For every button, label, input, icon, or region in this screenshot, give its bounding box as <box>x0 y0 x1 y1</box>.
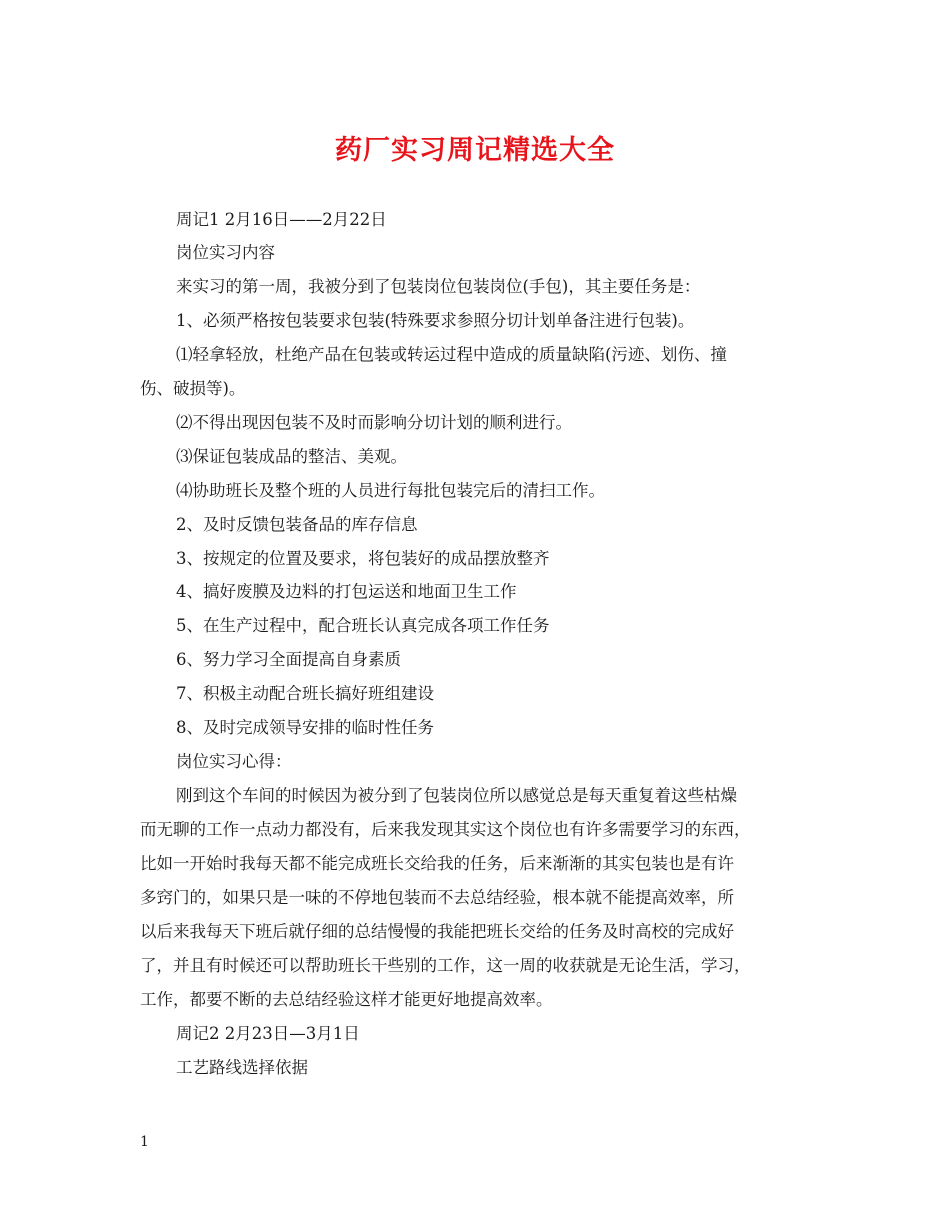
journal-heading-1: 周记1 2月16日——2月22日 <box>176 210 387 229</box>
list-item: 3、按规定的位置及要求，将包装好的成品摆放整齐 <box>176 549 550 568</box>
paragraph-line: 工作，都要不断的去总结经验这样才能更好地提高效率。 <box>140 990 553 1009</box>
paragraph-line: 多窍门的，如果只是一味的不停地包装而不去总结经验，根本就不能提高效率，所 <box>140 888 734 907</box>
paragraph-line: 比如一开始时我每天都不能完成班长交给我的任务，后来渐渐的其实包装也是有许 <box>140 854 734 873</box>
list-item: 1、必须严格按包装要求包装(特殊要求参照分切计划单备注进行包装)。 <box>176 311 695 330</box>
paragraph-line: 了，并且有时候还可以帮助班长干些别的工作，这一周的收获就是无论生活，学习， <box>140 956 751 975</box>
list-item: 6、努力学习全面提高自身素质 <box>176 650 401 669</box>
section-heading: 岗位实习内容 <box>176 243 275 262</box>
paragraph-line: 以后来我每天下班后就仔细的总结慢慢的我能把班长交给的任务及时高校的完成好 <box>140 922 734 941</box>
list-item: ⑶保证包装成品的整洁、美观。 <box>176 447 407 466</box>
list-item: 8、及时完成领导安排的临时性任务 <box>176 718 434 737</box>
page-number: 1 <box>140 1134 149 1150</box>
section-heading: 工艺路线选择依据 <box>176 1058 308 1077</box>
list-item: 4、搞好废膜及边料的打包运送和地面卫生工作 <box>176 582 517 601</box>
list-item: ⑴轻拿轻放，杜绝产品在包装或转运过程中造成的质量缺陷(污迹、划伤、撞 <box>176 345 727 364</box>
list-item: 7、积极主动配合班长搞好班组建设 <box>176 684 434 703</box>
list-item-continued: 伤、破损等)。 <box>140 379 246 398</box>
paragraph-line: 而无聊的工作一点动力都没有，后来我发现其实这个岗位也有许多需要学习的东西， <box>140 820 751 839</box>
document-title: 药厂实习周记精选大全 <box>335 135 615 166</box>
journal-heading-2: 周记2 2月23日—3月1日 <box>176 1024 360 1043</box>
list-item: ⑷协助班长及整个班的人员进行每批包装完后的清扫工作。 <box>176 481 605 500</box>
section-heading: 岗位实习心得： <box>176 752 292 771</box>
list-item: ⑵不得出现因包装不及时而影响分切计划的顺利进行。 <box>176 413 572 432</box>
paragraph-line: 来实习的第一周，我被分到了包装岗位包装岗位(手包)，其主要任务是： <box>176 277 701 296</box>
list-item: 5、在生产过程中，配合班长认真完成各项工作任务 <box>176 616 550 635</box>
paragraph-line: 刚到这个车间的时候因为被分到了包装岗位所以感觉总是每天重复着这些枯燥 <box>176 786 737 805</box>
list-item: 2、及时反馈包装备品的库存信息 <box>176 515 418 534</box>
